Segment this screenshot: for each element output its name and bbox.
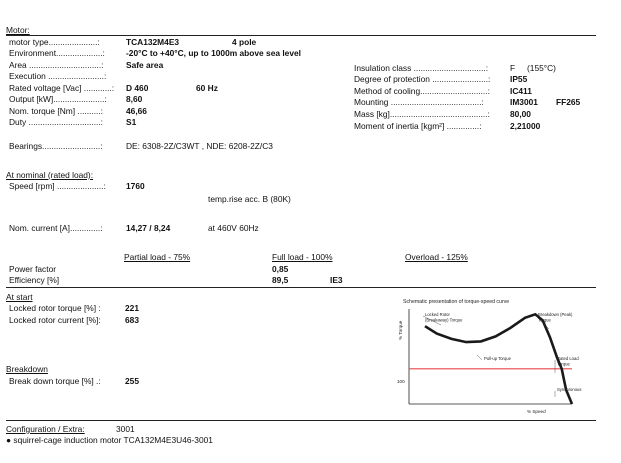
nominal-heading: At nominal (rated load): — [6, 170, 94, 180]
torque-speed-chart — [397, 293, 607, 418]
spec-label: Output [kW]......................: — [9, 94, 107, 104]
ref-tick-label: 100 — [397, 379, 405, 384]
breakdown-label: Break down torque [%] .: — [9, 376, 101, 386]
spec-extra: 60 Hz — [196, 83, 218, 93]
x-axis-label: % Speed — [527, 409, 546, 414]
locked-torque-value: 221 — [125, 303, 139, 313]
spec-label: Mounting .......................................: — [354, 97, 484, 107]
config-heading: Configuration / Extra: — [6, 424, 85, 434]
spec-extra: FF265 — [556, 97, 581, 107]
spec-value: Safe area — [126, 60, 164, 70]
spec-value: -20°C to +40°C, up to 1000m above sea level — [126, 48, 301, 58]
bearings-value: DE: 6308-2Z/C3WT , NDE: 6208-2Z/C3 — [126, 141, 273, 151]
spec-label: Area ...............................: — [9, 60, 104, 70]
spec-value: TCA132M4E3 — [126, 37, 180, 47]
speed-value: 1760 — [126, 181, 145, 191]
spec-value: 2,21000 — [510, 121, 541, 131]
annotation-rated: Torque — [557, 361, 570, 367]
spec-label: Degree of protection ........................: — [354, 74, 491, 84]
divider-load — [6, 287, 596, 288]
current-value: 14,27 / 8,24 — [126, 223, 171, 233]
spec-value: 80,00 — [510, 109, 531, 119]
spec-label: Execution ........................: — [9, 71, 107, 81]
current-label: Nom. current [A].............: — [9, 223, 103, 233]
spec-label: Rated voltage [Vac] ............: — [9, 83, 115, 93]
spec-label: Mass [kg]..........................................: — [354, 109, 490, 119]
full-load-heading: Full load - 100% — [272, 252, 333, 262]
divider-top — [6, 35, 596, 36]
annotation-sync: Synchronous — [557, 387, 582, 392]
annotation-breakdown: Torque — [538, 317, 551, 323]
locked-current-label: Locked rotor current [%]: — [9, 315, 101, 325]
overload-heading: Overload - 125% — [405, 252, 468, 262]
partial-load-heading: Partial load - 75% — [124, 252, 191, 262]
power-factor-full: 0,85 — [272, 264, 289, 274]
spec-value: 46,66 — [126, 106, 147, 116]
breakdown-value: 255 — [125, 376, 139, 386]
divider-config — [6, 420, 596, 421]
spec-value: IP55 — [510, 74, 528, 84]
locked-current-value: 683 — [125, 315, 139, 325]
spec-extra: (155°C) — [527, 63, 556, 73]
efficiency-label: Efficiency [%] — [9, 275, 60, 285]
spec-label: motor type.....................: — [9, 37, 100, 47]
spec-value: F — [510, 63, 516, 73]
spec-label: Nom. torque [Nm] ..........: — [9, 106, 104, 116]
annotation-locked: Locked Rotor — [425, 312, 450, 317]
spec-label: Method of cooling.............................: — [354, 86, 490, 96]
chart-title: Schematic presentation of torque-speed curve — [403, 299, 510, 305]
efficiency-full: 89,5 — [272, 275, 289, 285]
annotation-pullup: Pull-up Torque — [484, 356, 511, 361]
breakdown-heading: Breakdown — [6, 364, 48, 374]
spec-value: 8,60 — [126, 94, 143, 104]
current-note: at 460V 60Hz — [208, 223, 259, 233]
bearings-label: Bearings.........................: — [9, 141, 103, 151]
annotation-leader — [477, 355, 482, 360]
config-bullet: ● squirrel-cage induction motor TCA132M4E3U46-3001 — [6, 435, 213, 445]
start-heading: At start — [6, 292, 33, 302]
spec-label: Environment....................: — [9, 48, 105, 58]
annotation-breakdown: Breakdown (Peak) — [538, 312, 573, 317]
spec-label: Moment of inertia [kgm²] ..............: — [354, 121, 482, 131]
spec-value: IM3001 — [510, 97, 538, 107]
speed-label: Speed [rpm] ....................: — [9, 181, 106, 191]
efficiency-class: IE3 — [330, 275, 343, 285]
locked-torque-label: Locked rotor torque [%] : — [9, 303, 101, 313]
temp-rise: temp.rise acc. B (80K) — [208, 194, 291, 204]
spec-extra: 4 pole — [232, 37, 257, 47]
spec-label: Insulation class ...............................: — [354, 63, 489, 73]
config-value: 3001 — [116, 424, 135, 434]
spec-value: IC411 — [510, 86, 532, 96]
spec-value: S1 — [126, 117, 137, 127]
power-factor-label: Power factor — [9, 264, 57, 274]
y-axis-label: % Torque — [398, 320, 403, 340]
annotation-locked: (Breakaway) Torque — [425, 317, 463, 323]
annotation-rated: Rated Load — [557, 356, 579, 361]
motor-heading: Motor: — [6, 25, 30, 35]
chart-annotations — [423, 312, 581, 397]
spec-label: Duty ...............................: — [9, 117, 104, 127]
spec-value: D 460 — [126, 83, 149, 93]
